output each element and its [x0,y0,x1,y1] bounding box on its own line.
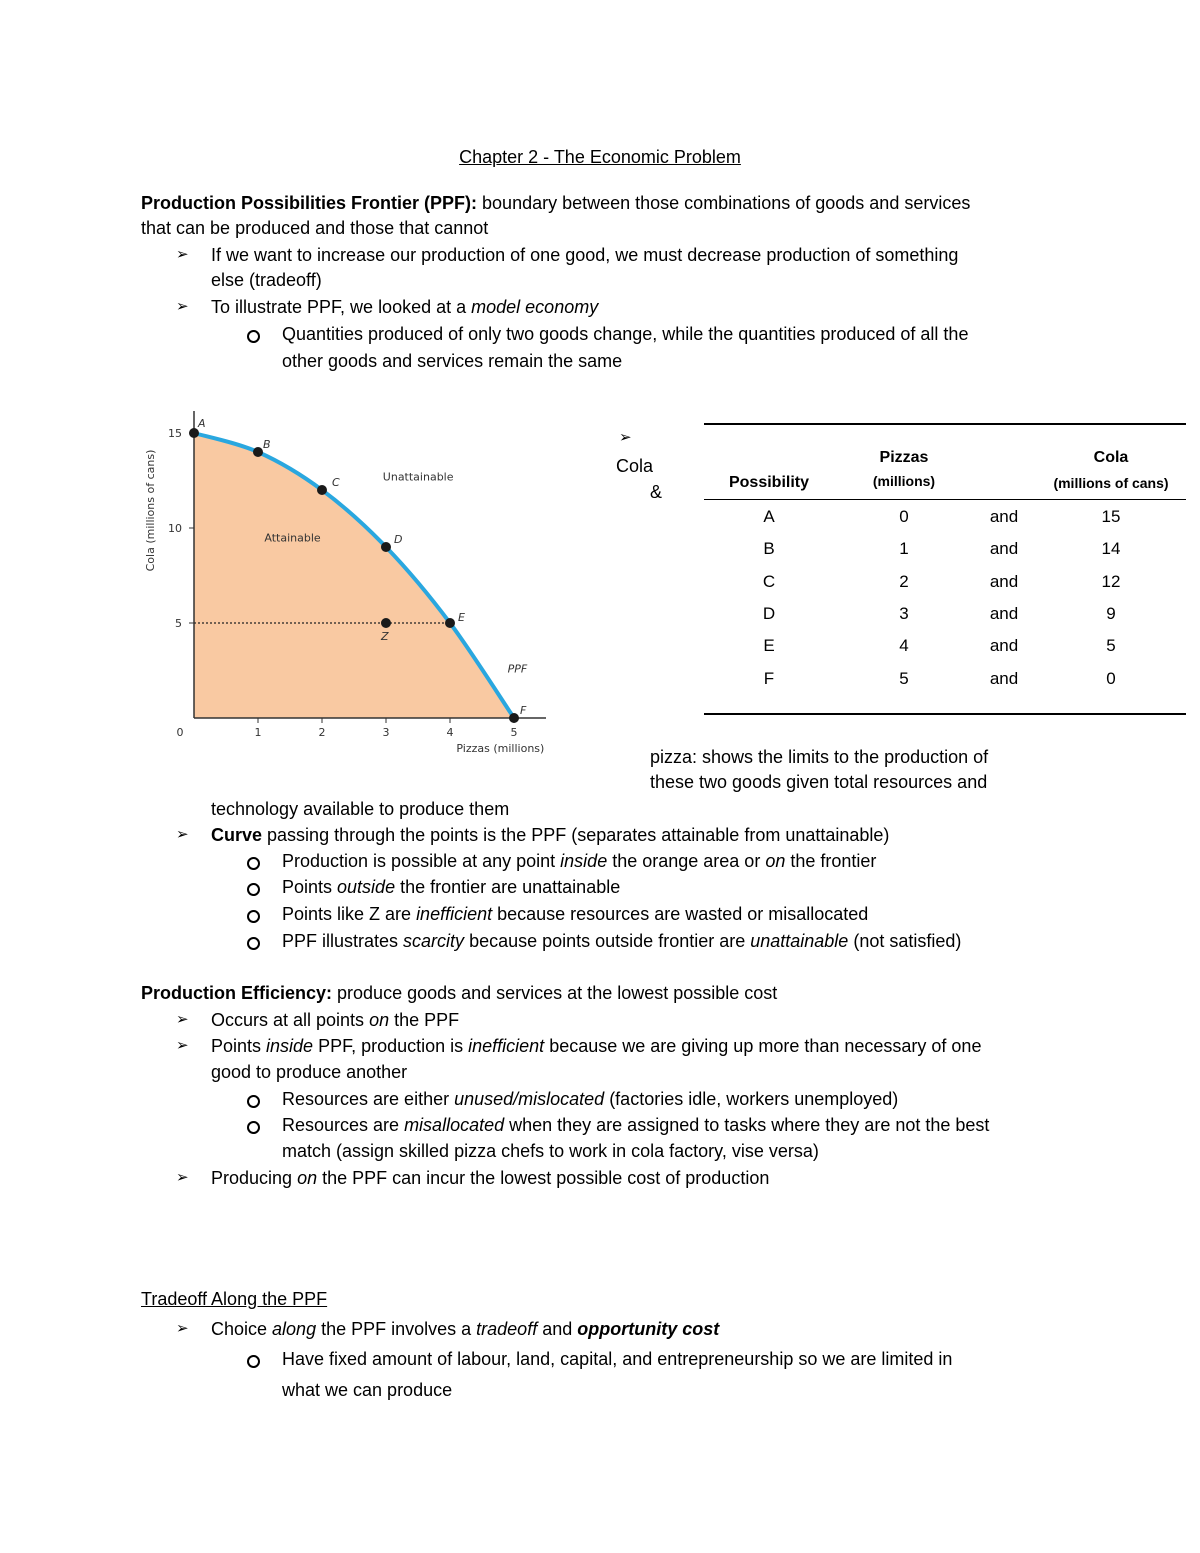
y-tick-label: 5 [175,617,182,630]
curve-sub-bullet-1: Production is possible at any point inside the orange area or on the frontier [282,851,877,871]
tradeoff-sub-bullet-line2: what we can produce [282,1380,453,1400]
x-axis-label: Pizzas (millions) [456,742,545,755]
ppf-point-E [445,618,455,628]
x-tick-label: 2 [318,726,326,739]
curve-sub-bullet-3: Points like Z are inefficient because resources are wasted or misallocated [282,904,869,924]
x-tick-label: 5 [510,726,518,739]
curve-sub-bullet-4: PPF illustrates scarcity because points outside frontier are unattainable (not satisfied) [282,931,962,951]
x-tick-label: 1 [254,726,262,739]
efficiency-sub-bullet-2-line1: Resources are misallocated when they are assigned to tasks where they are not the best [282,1115,990,1135]
side-note-line4: these two goods given total resources and [650,772,988,792]
x-tick-label: 3 [382,726,390,739]
table-cell-cola: 9 [1106,603,1116,623]
table-cell-and: and [989,539,1019,559]
header-pizzas: Pizzas [879,449,929,466]
table-cell-pizza: 2 [899,571,909,591]
ppf-point-label: B [263,438,271,451]
y-tick-label: 10 [168,522,182,535]
table-cell-and: and [989,507,1019,526]
arrow-bullet-icon: ➢ [176,1320,189,1337]
ppf-bullet1-line2: else (tradeoff) [211,270,322,290]
header-cola-unit: (millions of cans) [1053,475,1169,491]
ppf-point-label: A [198,417,206,430]
table-cell-p: A [763,507,775,526]
ppf-chart [138,390,558,770]
ppf-point-label: F [520,704,527,717]
efficiency-bullet-3: Producing on the PPF can incur the lowest possible cost of production [211,1168,770,1188]
table-cell-p: B [763,539,775,559]
arrow-bullet-icon: ➢ [176,246,189,263]
unattainable-label: Unattainable [382,470,454,484]
efficiency-definition: Production Efficiency: produce goods and services at the lowest possible cost [141,983,778,1003]
table-cell-and: and [989,636,1019,656]
ppf-definition-line1: Production Possibilities Frontier (PPF): boundary between those combinations of goods and services [141,193,971,213]
x-tick-label: 4 [446,726,454,739]
ppf-point-label: D [394,533,403,546]
circle-bullet-icon [247,1121,260,1134]
table-cell-pizza: 0 [899,507,909,526]
efficiency-bullet-2-line2: good to produce another [211,1062,408,1082]
header-possibility: Possibility [728,474,810,491]
arrow-bullet-icon: ➢ [176,826,189,843]
curve-sub-bullet-2: Points outside the frontier are unattainable [282,877,621,897]
page-title: Chapter 2 - The Economic Problem [459,147,741,167]
ppf-curve-label: PPF [507,662,528,676]
ppf-point-label: E [458,611,465,624]
ppf-term: Production Possibilities Frontier (PPF): [141,193,478,213]
efficiency-bullet-2-line1: Points inside PPF, production is inefficient because we are giving up more than necessary of one [211,1036,982,1056]
table-cell-and: and [989,668,1019,688]
table-cell-pizza: 5 [899,668,909,688]
tradeoff-bullet-1: Choice along the PPF involves a tradeoff and opportunity cost [211,1319,720,1339]
ppf-point-F [509,713,519,723]
tradeoff-heading: Tradeoff Along the PPF [141,1289,328,1309]
tradeoff-sub-bullet-line1: Have fixed amount of labour, land, capital, and entrepreneurship so we are limited in [282,1349,953,1369]
table-cell-and: and [989,603,1019,623]
table-cell-p: F [763,668,775,688]
circle-bullet-icon [247,883,260,896]
efficiency-sub-bullet-2-line2: match (assign skilled pizza chefs to work in cola factory, vise versa) [282,1141,819,1161]
ppf-point-C [317,485,327,495]
curve-bullet: Curve passing through the points is the PPF (separates attainable from unattainable) [211,825,890,845]
y-axis-label: Cola (millions of cans) [144,449,157,572]
arrow-bullet-icon: ➢ [619,429,632,446]
side-note-line5: technology available to produce them [211,799,510,819]
table-cell-cola: 14 [1101,539,1121,559]
ppf-point-label: C [332,476,340,489]
y-tick-label: 15 [168,427,182,440]
table-cell-pizza: 3 [899,603,909,623]
ppf-table [704,423,1186,715]
table-cell-pizza: 1 [899,539,909,559]
ppf-bullet2: To illustrate PPF, we looked at a model economy [211,297,599,317]
header-cola: Cola [1093,449,1129,466]
side-note-ampersand: & [650,482,663,502]
table-cell-cola: 5 [1106,636,1116,656]
x-tick-label: 0 [176,726,184,739]
efficiency-sub-bullet-1: Resources are either unused/mislocated (factories idle, workers unemployed) [282,1089,899,1109]
circle-bullet-icon [247,857,260,870]
attainable-label: Attainable [264,531,321,545]
table-cell-cola: 12 [1101,571,1121,591]
circle-bullet-icon [247,910,260,923]
ppf-bullet1-line1: If we want to increase our production of one good, we must decrease production of something [211,245,959,265]
point-Z-label: Z [381,630,389,643]
arrow-bullet-icon: ➢ [176,1011,189,1028]
arrow-bullet-icon: ➢ [176,1037,189,1054]
table-cell-pizza: 4 [899,636,909,656]
table-cell-and: and [989,571,1019,591]
circle-bullet-icon [247,1355,260,1368]
table-cell-cola: 15 [1101,507,1121,526]
efficiency-bullet-1: Occurs at all points on the PPF [211,1010,460,1030]
side-note-line3: pizza: shows the limits to the production of [650,747,989,767]
point-Z [381,618,391,628]
table-cell-cola: 0 [1106,668,1116,688]
side-note-cola: Cola [616,456,654,476]
table-cell-p: C [762,571,776,591]
table-cell-p: D [762,603,776,623]
table-cell-p: E [763,636,775,656]
ppf-point-D [381,542,391,552]
arrow-bullet-icon: ➢ [176,298,189,315]
circle-bullet-icon [247,1095,260,1108]
attainable-region [194,433,514,718]
ppf-sub-bullet-line2: other goods and services remain the same [282,351,623,371]
circle-bullet-icon [247,330,260,343]
header-pizzas-unit: (millions) [872,473,936,489]
arrow-bullet-icon: ➢ [176,1169,189,1186]
table-header-divider [704,499,1186,500]
ppf-sub-bullet-line1: Quantities produced of only two goods change, while the quantities produced of all the [282,324,969,344]
ppf-point-B [253,447,263,457]
ppf-definition-line2: that can be produced and those that cannot [141,218,489,238]
circle-bullet-icon [247,937,260,950]
